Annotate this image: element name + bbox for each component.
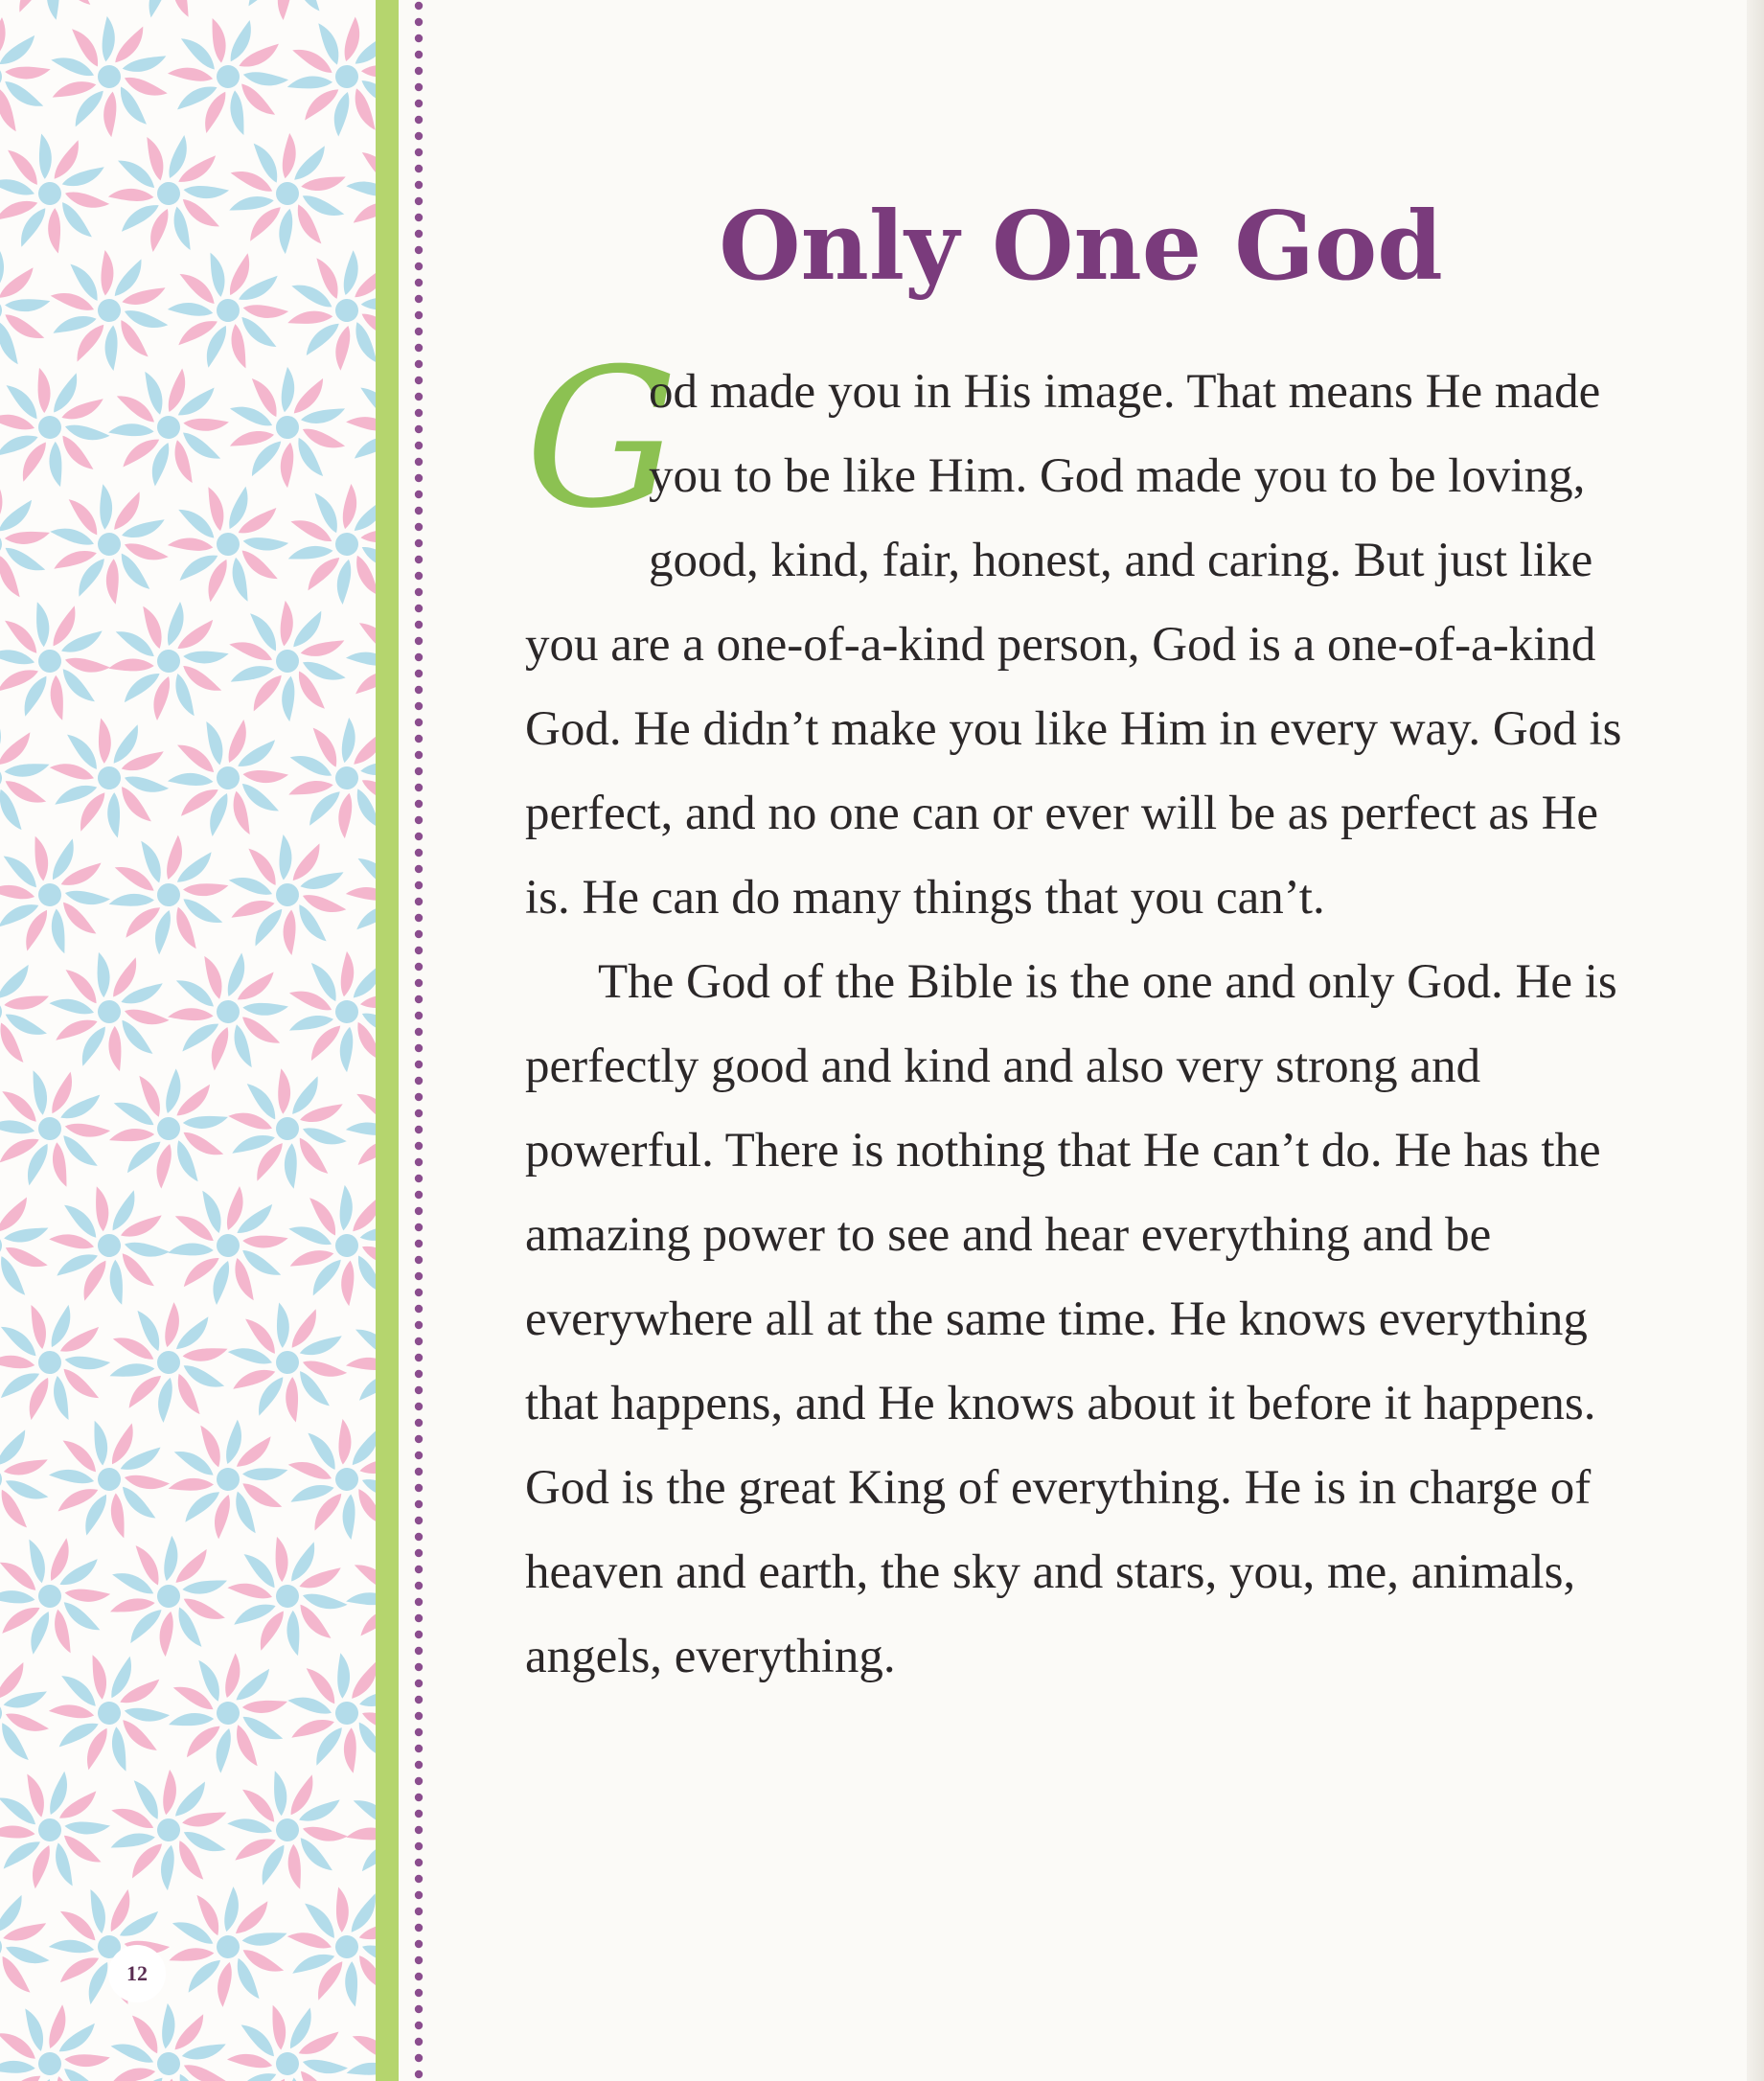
pinwheel-flower [0, 466, 68, 624]
divider-dot [415, 947, 423, 954]
divider-dot [415, 67, 423, 75]
divider-dot [415, 1680, 423, 1687]
divider-dot [415, 833, 423, 840]
pinwheel-flower [144, 1161, 312, 1329]
divider-dot [415, 670, 423, 677]
divider-dot [415, 653, 423, 661]
pinwheel-flower [205, 0, 370, 41]
pinwheel-flower [0, 17, 52, 136]
divider-dot [415, 1289, 423, 1296]
divider-dot [415, 637, 423, 645]
divider-dot [415, 1631, 423, 1638]
pinwheel-flower [155, 1639, 300, 1787]
pinwheel-flower [266, 932, 376, 1091]
divider-dot [415, 214, 423, 221]
pinwheel-flower [343, 128, 376, 259]
pinwheel-flower [0, 227, 75, 394]
body-text [525, 328, 1646, 1699]
divider-dot [415, 1859, 423, 1866]
pinwheel-flower [0, 1048, 131, 1209]
divider-dot [415, 1077, 423, 1085]
divider-dot [415, 930, 423, 938]
pinwheel-flower [41, 1643, 177, 1782]
divider-dot [415, 816, 423, 824]
divider-dot [415, 1745, 423, 1752]
divider-dot [415, 1924, 423, 1932]
divider-dot [415, 181, 423, 189]
page-title: Only One God [719, 192, 1443, 302]
pinwheel-flower [0, 1884, 52, 2010]
divider-dot [415, 311, 423, 319]
divider-dot [415, 442, 423, 449]
dotted-divider-dots [412, 0, 425, 2081]
divider-dot [415, 621, 423, 629]
divider-dot [415, 1370, 423, 1378]
divider-dot [415, 1891, 423, 1899]
pinwheel-flower [143, 0, 313, 162]
divider-dot [415, 246, 423, 254]
pinwheel-flower [0, 1400, 70, 1558]
pinwheel-flower [102, 1761, 237, 1899]
divider-dot [415, 1272, 423, 1280]
divider-dot [415, 1517, 423, 1524]
pinwheel-flower [95, 353, 242, 503]
divider-dot [415, 1061, 423, 1068]
divider-dot [415, 295, 423, 303]
divider-dot [415, 279, 423, 286]
divider-dot [415, 1044, 423, 1052]
pinwheel-flower [203, 1278, 372, 1448]
pinwheel-flower [321, 1043, 376, 1214]
decorative-pinwheel-panel [0, 0, 376, 2081]
divider-dot [415, 1826, 423, 1834]
pinwheel-flower [24, 1394, 195, 1565]
pinwheel-flower [285, 1415, 376, 1544]
divider-dot [415, 1712, 423, 1720]
divider-dot [415, 1566, 423, 1573]
divider-dot [415, 1810, 423, 1818]
divider-dot [415, 1452, 423, 1459]
divider-dot [415, 1338, 423, 1345]
divider-dot [415, 979, 423, 987]
divider-dot [415, 100, 423, 107]
drop-cap-letter: G [525, 328, 678, 551]
pinwheel-flower [330, 1519, 376, 1674]
pinwheel-flower [0, 1511, 135, 1681]
divider-dot [415, 995, 423, 1003]
divider-dot [415, 1354, 423, 1361]
pinwheel-flower [83, 109, 253, 279]
divider-dot [415, 1175, 423, 1182]
divider-dot [415, 2054, 423, 2062]
pinwheel-flower [202, 576, 372, 746]
divider-dot [415, 328, 423, 335]
pinwheel-flower [221, 359, 355, 495]
pinwheel-flower [0, 342, 134, 512]
divider-dot [415, 1761, 423, 1769]
pinwheel-flower [333, 1289, 376, 1436]
pinwheel-flower [165, 950, 291, 1073]
paragraph-2 [525, 940, 1646, 1699]
pinwheel-flower [93, 584, 243, 738]
divider-dot [415, 83, 423, 91]
pinwheel-flower [213, 822, 361, 969]
divider-dot [415, 1093, 423, 1101]
pinwheel-flower [275, 238, 376, 383]
divider-dot [415, 1973, 423, 1980]
pinwheel-flower [269, 0, 376, 155]
pinwheel-flower [145, 696, 311, 861]
divider-dot [415, 409, 423, 417]
paragraph-1 [525, 328, 1646, 940]
divider-dot [415, 1777, 423, 1785]
pinwheel-flower [0, 595, 114, 727]
divider-dot [415, 1989, 423, 1997]
pinwheel-flower [207, 1984, 368, 2081]
divider-dot [415, 18, 423, 26]
pinwheel-flower [0, 706, 61, 851]
divider-dot [415, 751, 423, 759]
divider-dot [415, 767, 423, 775]
pinwheel-flower [159, 240, 297, 380]
pinwheel-flower [0, 1177, 61, 1315]
divider-dot [415, 1956, 423, 1964]
divider-dot [415, 735, 423, 743]
divider-dot [415, 1908, 423, 1915]
pinwheel-flower [0, 119, 126, 268]
divider-dot [415, 1582, 423, 1589]
pinwheel-flower [0, 1296, 118, 1429]
divider-dot [415, 1403, 423, 1410]
divider-dot [415, 556, 423, 563]
divider-dot [415, 1223, 423, 1231]
divider-dot [415, 1533, 423, 1541]
divider-dot [415, 702, 423, 710]
pinwheel-flower [264, 1162, 376, 1328]
divider-dot [415, 1386, 423, 1394]
divider-dot [415, 865, 423, 873]
divider-dot [415, 132, 423, 140]
divider-dot [415, 1794, 423, 1801]
pinwheel-flower [211, 1053, 365, 1205]
pinwheel-flower [26, 694, 194, 862]
divider-dot [415, 784, 423, 791]
divider-dot [415, 1305, 423, 1313]
pinwheel-flower [325, 581, 376, 741]
pinwheel-flower [88, 1515, 248, 1677]
divider-dot [415, 1321, 423, 1329]
pinwheel-flower [151, 1402, 305, 1557]
divider-dot [415, 230, 423, 238]
divider-dot [415, 523, 423, 531]
pinwheel-flower [149, 465, 307, 625]
divider-dot [415, 474, 423, 482]
divider-dot [415, 1842, 423, 1850]
page-edge-shadow [1747, 0, 1764, 2081]
divider-dot [415, 1500, 423, 1508]
divider-dot [415, 1484, 423, 1492]
divider-dot [415, 360, 423, 368]
divider-dot [415, 116, 423, 124]
divider-dot [415, 1158, 423, 1166]
pinwheel-flower [343, 2002, 376, 2081]
divider-dot [415, 1614, 423, 1622]
divider-dot [415, 849, 423, 857]
divider-dot [415, 1647, 423, 1655]
green-border-stripe [376, 0, 399, 2081]
divider-dot [415, 507, 423, 515]
divider-dot [415, 165, 423, 172]
pinwheel-flower [26, 227, 192, 395]
divider-dot [415, 377, 423, 384]
pinwheel-flower [324, 345, 376, 510]
divider-dot [415, 491, 423, 498]
divider-dot [415, 1240, 423, 1247]
divider-dot [415, 344, 423, 352]
divider-dot [415, 149, 423, 156]
pinwheel-flower [49, 482, 170, 606]
divider-dot [415, 393, 423, 400]
divider-dot [415, 1126, 423, 1133]
pinwheel-flower [30, 0, 189, 155]
divider-dot [415, 1419, 423, 1427]
divider-dot [415, 2, 423, 10]
divider-dot [415, 572, 423, 580]
divider-dot [415, 539, 423, 547]
page-number: 12 [126, 1961, 148, 1985]
divider-dot [415, 963, 423, 971]
divider-dot [415, 197, 423, 205]
divider-dot [415, 1435, 423, 1443]
pinwheel-flower [337, 828, 376, 963]
divider-dot [415, 1663, 423, 1671]
divider-dot [415, 1728, 423, 1736]
pinwheel-flower [0, 812, 131, 977]
divider-dot [415, 2022, 423, 2029]
pinwheel-pattern [0, 0, 376, 2081]
divider-dot [415, 588, 423, 596]
pinwheel-flower [205, 1747, 370, 1912]
divider-dot [415, 914, 423, 922]
divider-dot [415, 800, 423, 808]
page-number-badge [108, 1945, 166, 2002]
divider-dot [415, 1142, 423, 1150]
pinwheel-flower [0, 1755, 123, 1904]
divider-dot [415, 1940, 423, 1948]
divider-dot [415, 1191, 423, 1199]
pinwheel-flower [0, 1987, 126, 2081]
pinwheel-flower [225, 1532, 351, 1660]
divider-dot [415, 2038, 423, 2046]
divider-dot [415, 1598, 423, 1606]
divider-dot [415, 1028, 423, 1036]
pinwheel-flower [84, 811, 254, 979]
divider-dot [415, 1696, 423, 1704]
pinwheel-flower [277, 710, 376, 846]
pinwheel-flower [270, 1871, 376, 2024]
divider-dot [415, 1468, 423, 1475]
divider-dot [415, 881, 423, 889]
paragraph-2-text: The God of the Bible is the one and only God. He is perfectly good and kind and also very strong and powerful. There is nothing that He can’t do. He has the amazing power to see and hear everything and be everywhere all at the same time. He knows everything that happens, and He knows about it before it happens. God is the great King of everything. He is in charge of heaven and earth, the sky and stars, you, me, animals, angels, everything. [525, 955, 1617, 1683]
divider-dot [415, 605, 423, 612]
divider-dot [415, 51, 423, 58]
divider-dot [415, 686, 423, 694]
divider-dot [415, 898, 423, 905]
divider-dot [415, 2070, 423, 2078]
paragraph-1-text: od made you in His image. That means He made you to be like Him. God made you to be loving, good, kind, fair, honest, and caring. But just like you are a one-of-a-kind person, God is a one-of-a-kind God. He didn’t make you like Him in every way. God is perfect, and no one can or ever will be as perfect as He is. He can do many things that you can’t. [525, 365, 1622, 925]
divider-dot [415, 1875, 423, 1883]
divider-dot [415, 34, 423, 42]
pinwheel-flower [31, 934, 188, 1088]
dotted-divider-line [412, 0, 425, 2081]
pinwheel-flower [86, 1280, 251, 1444]
pinwheel-flower [103, 1065, 234, 1193]
pinwheel-flower [263, 1629, 376, 1798]
divider-dot [415, 425, 423, 433]
divider-dot [415, 1012, 423, 1019]
pinwheel-flower [83, 1978, 254, 2081]
divider-dot [415, 263, 423, 270]
pinwheel-flower [207, 112, 368, 275]
divider-dot [415, 1549, 423, 1557]
pinwheel-flower [30, 1866, 189, 2027]
divider-dot [415, 2005, 423, 2013]
divider-dot [415, 1256, 423, 1264]
pinwheel-flower [36, 1174, 182, 1317]
divider-dot [415, 1109, 423, 1117]
divider-dot [415, 458, 423, 466]
divider-dot [415, 1207, 423, 1215]
divider-dot [415, 719, 423, 726]
